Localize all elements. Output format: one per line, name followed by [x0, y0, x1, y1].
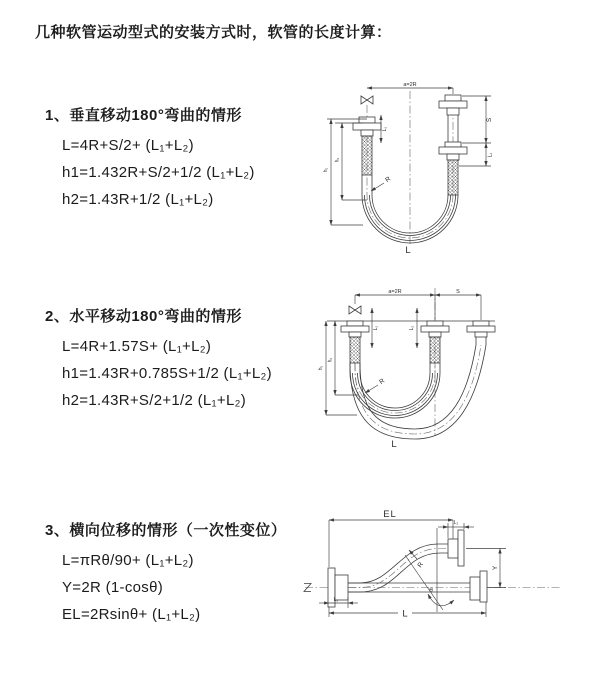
dim-label-el: EL	[383, 509, 397, 520]
dim-el	[329, 509, 453, 570]
dim-l2	[409, 308, 417, 348]
braid-section	[350, 337, 360, 363]
radius-callout	[365, 377, 386, 393]
left-flange-fitting	[353, 117, 381, 175]
hose-u-position-a	[350, 363, 440, 418]
braid-section	[430, 337, 440, 363]
lower-right-flange-fitting	[470, 571, 487, 602]
dim-label-h2: h₂	[334, 157, 341, 163]
hose-u-position-b	[350, 345, 486, 439]
page-title: 几种软管运动型式的安装方式时，软管的长度计算：	[35, 24, 392, 41]
dim-h1-h2	[323, 119, 367, 225]
section-2-formulas	[45, 333, 272, 414]
dim-l	[329, 602, 486, 620]
right-flange-fitting	[467, 321, 495, 345]
dim-l1	[381, 115, 388, 143]
diagram-horizontal-180-bend	[305, 278, 600, 463]
section-3-title: 3、横向位移的情形（一次性变位）	[45, 522, 287, 539]
dim-label-h1: h₁	[323, 167, 329, 173]
dim-span-s	[355, 289, 481, 320]
dim-label-l2: L₂	[453, 520, 459, 526]
diagram-vertical-180-bend	[305, 75, 600, 260]
middle-flange-fitting	[421, 321, 449, 363]
formula-line: L=4R+1.57S+ (L₁+L₂)	[62, 338, 212, 355]
section-3-formulas	[45, 547, 286, 628]
formula-line: L=πRθ/90+ (L₁+L₂)	[62, 552, 194, 569]
dim-label-l1: L₁	[333, 597, 339, 603]
formula-line: Y=2R (1-cosθ)	[62, 579, 164, 596]
dim-label-s: S	[456, 289, 460, 295]
s-curve-hose	[348, 544, 448, 592]
formula-line: h1=1.432R+S/2+1/2 (L₁+L₂)	[62, 164, 255, 181]
radius-label: R	[384, 175, 393, 184]
section-2-title: 2、水平移动180°弯曲的情形	[45, 308, 242, 325]
dim-label-y: Y	[492, 565, 499, 571]
formula-line: EL=2Rsinθ+ (L₁+L₂)	[62, 606, 201, 623]
position-marker-icon	[361, 96, 373, 104]
position-marker-icon	[349, 306, 361, 314]
formula-line: h1=1.43R+0.785S+1/2 (L₁+L₂)	[62, 365, 272, 382]
section-1	[45, 104, 255, 213]
section-1-title: 1、垂直移动180°弯曲的情形	[45, 107, 242, 124]
dim-label-l1: L₁	[373, 325, 379, 331]
radius-label: R	[378, 377, 387, 386]
dim-label-span: a=2R	[403, 82, 417, 88]
dim-label-span: a=2R	[388, 289, 402, 295]
braid-section	[362, 136, 372, 175]
radius-callout	[371, 175, 392, 191]
length-label-l: L	[391, 439, 397, 450]
dim-label-l: L	[402, 608, 408, 620]
angle-label-theta: θ	[429, 587, 433, 594]
section-3	[45, 519, 286, 628]
section-2	[45, 305, 272, 414]
dim-l2	[438, 520, 474, 538]
diagram-lateral-displacement	[300, 498, 600, 663]
braid-section	[448, 160, 458, 195]
formula-line: h2=1.43R+1/2 (L₁+L₂)	[62, 191, 214, 208]
length-label-l: L	[405, 245, 411, 256]
section-1-formulas	[45, 132, 255, 213]
dim-label-l2: L₂	[487, 152, 494, 158]
formula-line: L=4R+S/2+ (L₁+L₂)	[62, 137, 194, 154]
radius-label: R	[416, 561, 425, 570]
dim-label-l2: L₂	[409, 325, 415, 331]
right-flange-fitting	[439, 95, 467, 195]
angle-construction	[405, 528, 454, 612]
dim-label-h1: h₁	[318, 365, 324, 371]
formula-line: h2=1.43R+S/2+1/2 (L₁+L₂)	[62, 392, 247, 409]
hose-center-line-moved	[355, 345, 481, 434]
dim-label-h2: h₂	[327, 357, 334, 363]
upper-flange-fitting	[448, 530, 464, 566]
dim-label-s: S	[486, 117, 493, 123]
dim-l1	[372, 308, 379, 348]
left-flange-fitting	[341, 321, 369, 363]
dim-label-l1: L₁	[382, 126, 388, 132]
